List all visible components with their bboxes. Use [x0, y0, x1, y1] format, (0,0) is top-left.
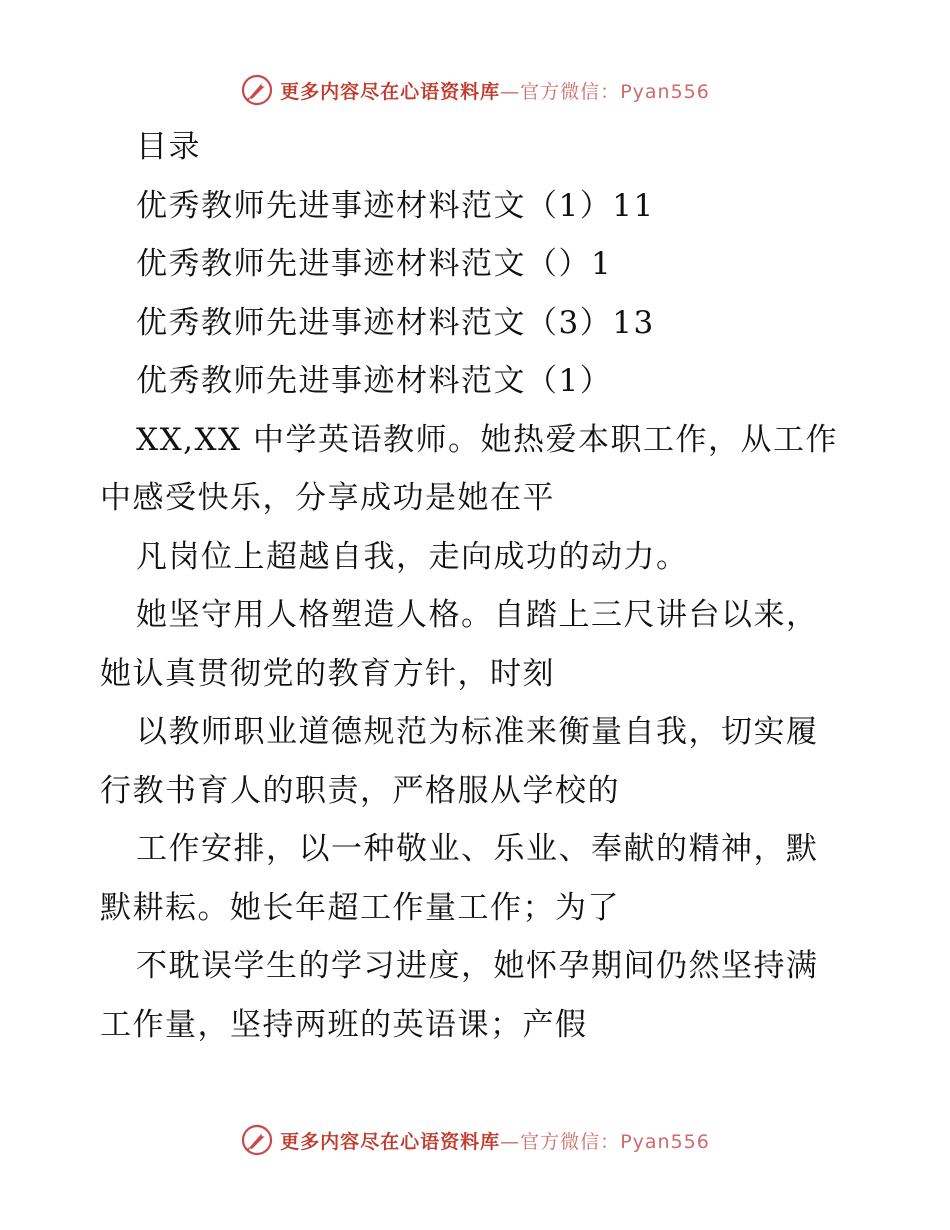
text-line: 优秀教师先进事迹材料范文（）1 — [136, 246, 613, 282]
text-line: 优秀教师先进事迹材料范文（3）13 — [136, 304, 655, 341]
toc-heading: 目录 — [136, 129, 201, 165]
text-line: 她坚守用人格塑造人格。自踏上三尺讲台以来， — [136, 597, 819, 633]
text-line: 凡岗位上超越自我，走向成功的动力。 — [136, 538, 689, 575]
text-line: 优秀教师先进事迹材料范文（1） — [136, 363, 613, 399]
text-line: 行教书育人的职责，严格服从学校的 — [100, 772, 620, 809]
banner-text — [280, 77, 710, 104]
banner-site-name: 更多内容尽在心语资料库 — [280, 80, 501, 103]
quill-logo-icon — [240, 73, 274, 107]
banner-dash: — — [500, 1130, 521, 1153]
banner-wechat-handle: Pyan556 — [620, 80, 710, 103]
text-line: 以教师职业道德规范为标准来衡量自我，切实履 — [136, 714, 819, 750]
text-line: XX,XX 中学英语教师。她热爱本职工作，从工作 — [136, 421, 838, 458]
banner-text — [280, 1127, 710, 1154]
banner-wechat-handle: Pyan556 — [620, 1130, 710, 1153]
quill-logo-icon — [240, 1123, 274, 1157]
text-line: 默耕耘。她长年超工作量工作；为了 — [100, 889, 620, 926]
text-line: 工作量，坚持两班的英语课；产假 — [100, 1006, 588, 1043]
header-banner — [0, 70, 950, 110]
text-line: 不耽误学生的学习进度，她怀孕期间仍然坚持满 — [136, 948, 819, 984]
text-line: 工作安排，以一种敬业、乐业、奉献的精神，默 — [136, 831, 819, 867]
banner-wechat-label: 官方微信： — [520, 80, 621, 103]
banner-dash: — — [500, 80, 521, 103]
banner-site-name: 更多内容尽在心语资料库 — [280, 1130, 501, 1153]
text-line: 优秀教师先进事迹材料范文（1）11 — [136, 187, 655, 224]
text-line: 她认真贯彻党的教育方针，时刻 — [100, 655, 555, 692]
banner-wechat-label: 官方微信： — [520, 1130, 621, 1153]
footer-banner — [0, 1120, 950, 1160]
text-line: 中感受快乐，分享成功是她在平 — [100, 480, 555, 516]
document-body — [100, 118, 860, 1054]
